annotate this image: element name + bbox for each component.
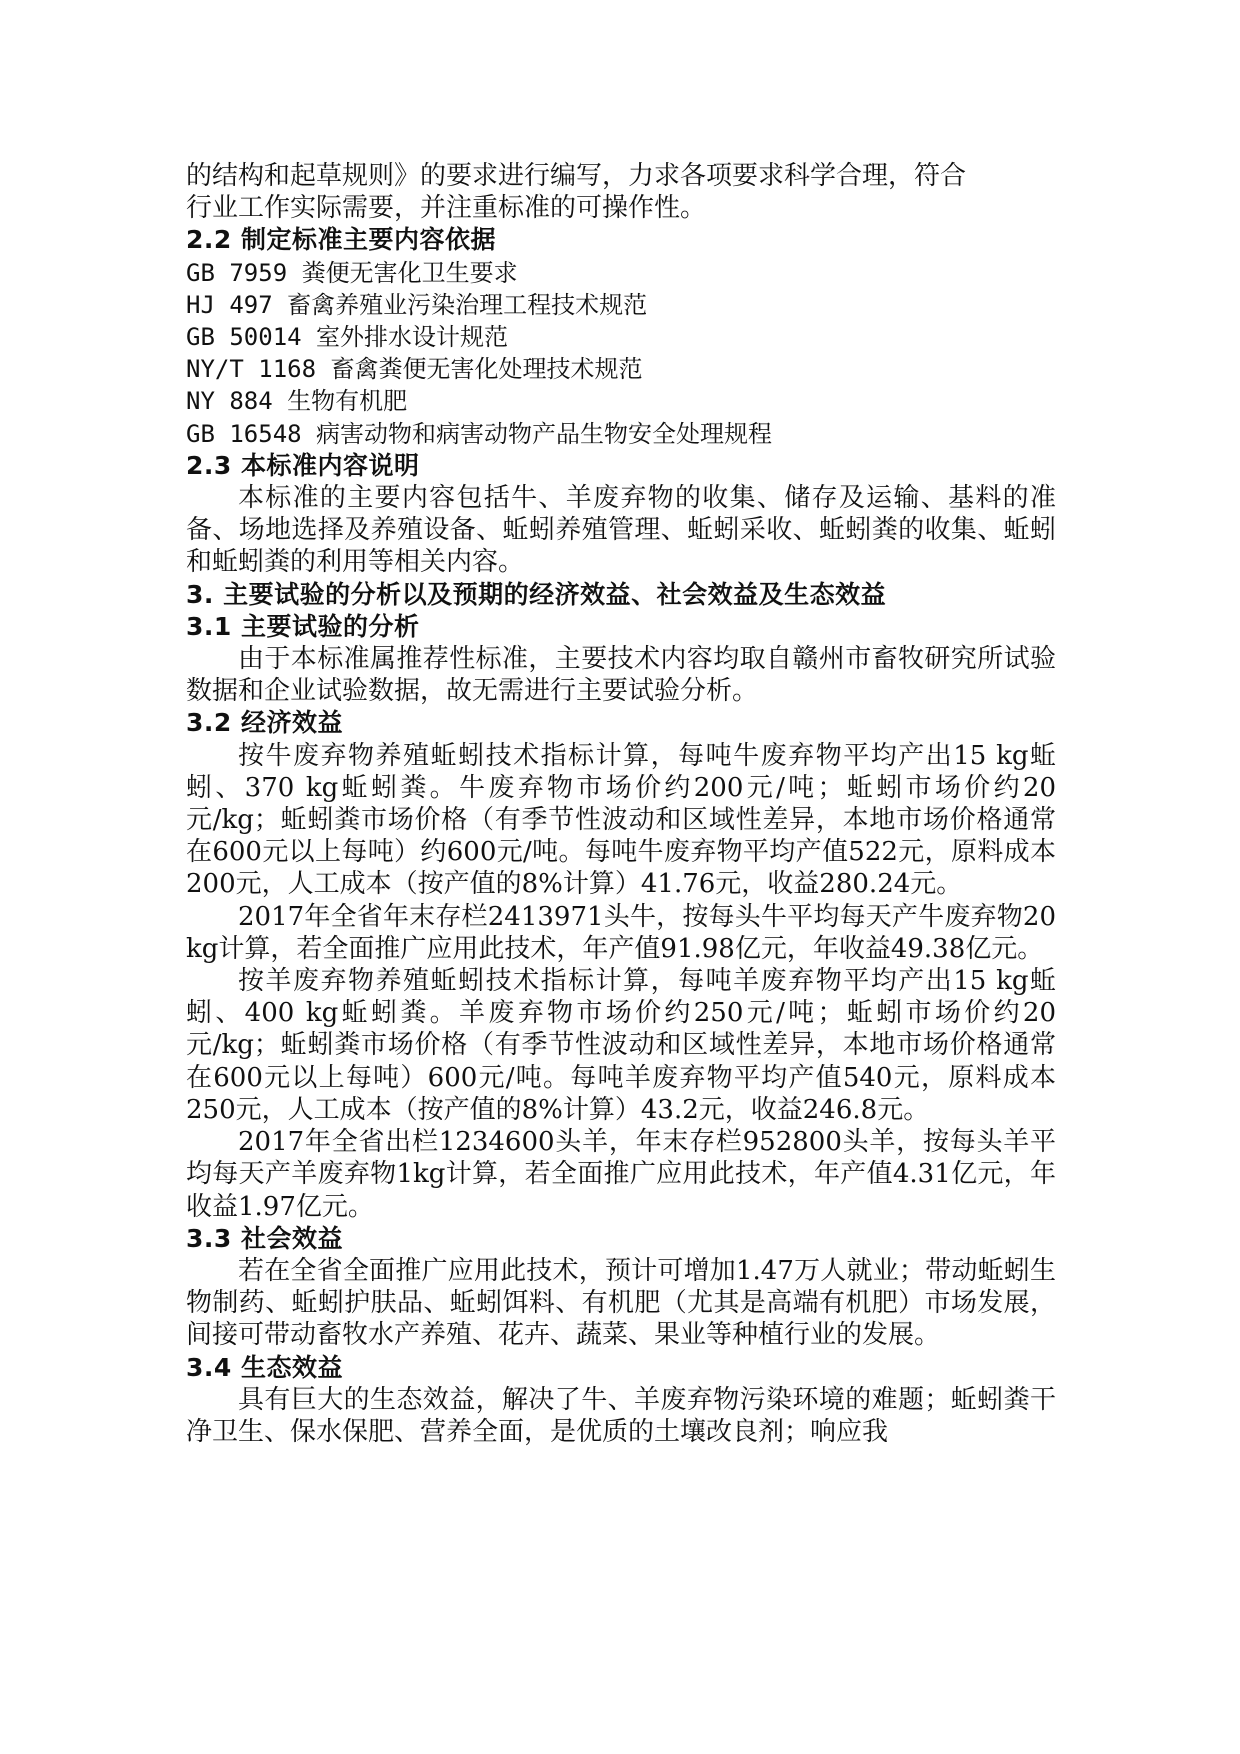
section-3-1-heading: 3.1 主要试验的分析: [186, 611, 420, 641]
sheep-province-paragraph: 2017年全省出栏1234600头羊，年末存栏952800头羊，按每头羊平均每天产羊废弃物1kg计算，若全面推广应用此技术，年产值4.31亿元，年收益1.97亿元。: [186, 1127, 1056, 1222]
reference-gb16548: GB 16548 病害动物和病害动物产品生物安全处理规程: [186, 419, 773, 448]
cattle-economic-paragraph: 按牛废弃物养殖蚯蚓技术指标计算，每吨牛废弃物平均产出15 kg蚯蚓、370 kg蚯蚓粪。牛废弃物市场价约200元/吨；蚯蚓市场价约20元/kg；蚯蚓粪市场价格（有季节性波动和区域性差异，本地市场价格通常在600元以上每吨）约600元/吨。每吨牛废弃物平均产值522元，原料成本200元，人工成本（按产值的8%计算）41.76元，收益280.24元。: [186, 740, 1056, 900]
section-3-3-heading: 3.3 社会效益: [186, 1223, 343, 1253]
section-2-3-heading: 2.3 本标准内容说明: [186, 450, 420, 480]
section-3-4-paragraph: 具有巨大的生态效益，解决了牛、羊废弃物污染环境的难题；蚯蚓粪干净卫生、保水保肥、营养全面，是优质的土壤改良剂；响应我: [186, 1384, 1056, 1447]
section-3-3-paragraph: 若在全省全面推广应用此技术，预计可增加1.47万人就业；带动蚯蚓生物制药、蚯蚓护肤品、蚯蚓饵料、有机肥（尤其是高端有机肥）市场发展，间接可带动畜牧水产养殖、花卉、蔬菜、果业等种植行业的发展。: [186, 1255, 1056, 1351]
sheep-economic-paragraph: 按羊废弃物养殖蚯蚓技术指标计算，每吨羊废弃物平均产出15 kg蚯蚓、400 kg蚯蚓粪。羊废弃物市场价约250元/吨；蚯蚓市场价约20元/kg；蚯蚓粪市场价格（有季节性波动和区域性差异，本地市场价格通常在600元以上每吨）600元/吨。每吨羊废弃物平均产值540元，原料成本250元，人工成本（按产值的8%计算）43.2元，收益246.8元。: [186, 966, 1056, 1125]
document-body: [186, 160, 1056, 1448]
section-3-4-heading: 3.4 生态效益: [186, 1352, 343, 1382]
reference-gb7959: GB 7959 粪便无害化卫生要求: [186, 258, 518, 287]
section-2-2-heading: 2.2 制定标准主要内容依据: [186, 225, 496, 255]
cattle-province-paragraph: 2017年全省年末存栏2413971头牛，按每头牛平均每天产牛废弃物20 kg计算，若全面推广应用此技术，年产值91.98亿元，年收益49.38亿元。: [186, 901, 1056, 964]
section-3-1-paragraph: 由于本标准属推荐性标准，主要技术内容均取自赣州市畜牧研究所试验数据和企业试验数据，故无需进行主要试验分析。: [186, 644, 1056, 707]
intro-line-2: 行业工作实际需要，并注重标准的可操作性。: [186, 193, 707, 224]
intro-line-1: 的结构和起草规则》的要求进行编写，力求各项要求科学合理，符合: [186, 161, 967, 191]
section-3-heading: 3. 主要试验的分析以及预期的经济效益、社会效益及生态效益: [186, 579, 887, 609]
reference-ny884: NY 884 生物有机肥: [186, 387, 408, 416]
reference-gb50014: GB 50014 室外排水设计规范: [186, 323, 509, 352]
section-3-2-heading: 3.2 经济效益: [186, 708, 343, 738]
reference-hj497: HJ 497 畜禽养殖业污染治理工程技术规范: [186, 290, 648, 319]
reference-nyt1168: NY/T 1168 畜禽粪便无害化处理技术规范: [186, 355, 643, 384]
section-2-3-paragraph: 本标准的主要内容包括牛、羊废弃物的收集、储存及运输、基料的准备、场地选择及养殖设备、蚯蚓养殖管理、蚯蚓采收、蚯蚓粪的收集、蚯蚓和蚯蚓粪的利用等相关内容。: [186, 483, 1056, 578]
